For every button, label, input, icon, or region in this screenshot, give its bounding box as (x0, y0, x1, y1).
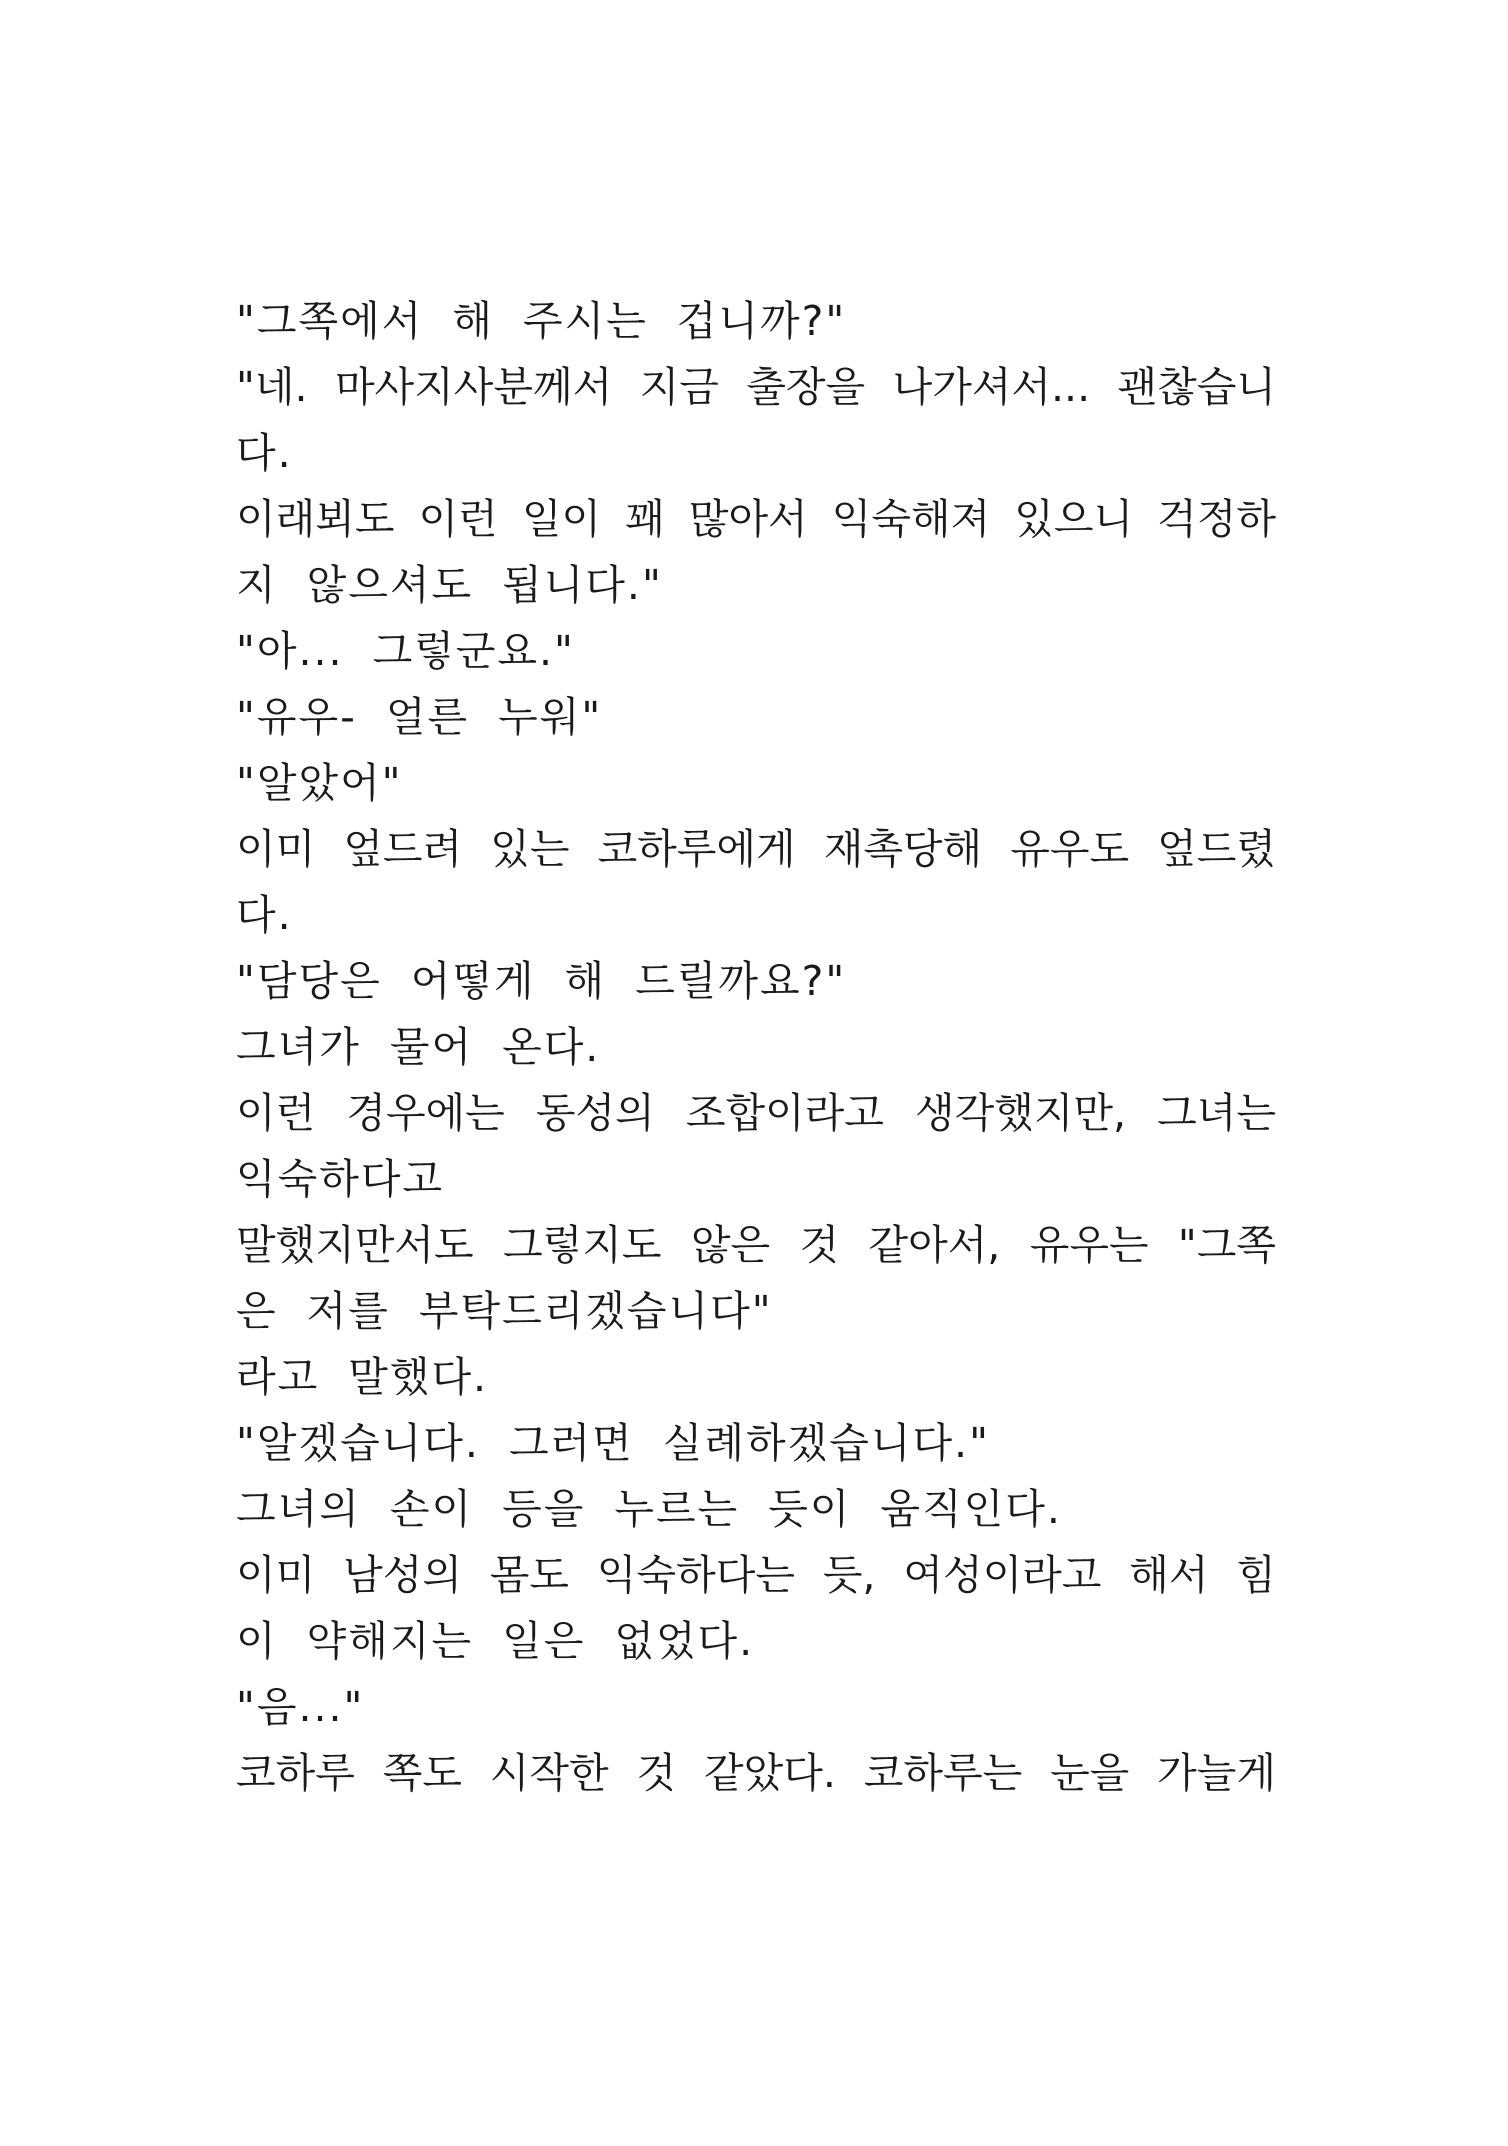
text-line: 은 저를 부탁드리겠습니다" (236, 1287, 773, 1335)
text-line: 그녀가 물어 온다. (236, 1023, 601, 1071)
text-line: "네. 마사지사분께서 지금 출장을 나가셔서... 괜찮습니 (236, 363, 1276, 411)
text-line: "담당은 어떻게 해 드릴까요?" (236, 957, 847, 1005)
text-line: 다. (236, 429, 293, 477)
text-line: 이미 남성의 몸도 익숙하다는 듯, 여성이라고 해서 힘 (236, 1551, 1276, 1599)
text-line: "그쪽에서 해 주시는 겁니까?" (236, 297, 847, 345)
text-line: 라고 말했다. (236, 1353, 489, 1401)
text-line: 코하루 쪽도 시작한 것 같았다. 코하루는 눈을 가늘게 (236, 1749, 1276, 1797)
text-line: 다. (236, 891, 293, 939)
text-line: 이 약해지는 일은 없었다. (236, 1617, 755, 1665)
text-line: 이런 경우에는 동성의 조합이라고 생각했지만, 그녀는 (236, 1089, 1276, 1137)
text-line: "알겠습니다. 그러면 실례하겠습니다." (236, 1419, 990, 1467)
text-line: 이래뵈도 이런 일이 꽤 많아서 익숙해져 있으니 걱정하 (236, 495, 1276, 543)
text-line: 지 않으셔도 됩니다." (236, 561, 663, 609)
text-line: "알았어" (236, 759, 403, 807)
text-line: "음..." (236, 1683, 365, 1731)
text-line: "유우- 얼른 누워" (236, 693, 603, 741)
text-line: 이미 엎드려 있는 코하루에게 재촉당해 유우도 엎드렸 (236, 825, 1276, 873)
body-text (236, 288, 1276, 1806)
text-line: 그녀의 손이 등을 누르는 듯이 움직인다. (236, 1485, 1062, 1533)
text-line: "아... 그렇군요." (236, 627, 575, 675)
text-line: 말했지만서도 그렇지도 않은 것 같아서, 유우는 "그쪽 (236, 1221, 1276, 1269)
text-line: 익숙하다고 (236, 1155, 445, 1203)
